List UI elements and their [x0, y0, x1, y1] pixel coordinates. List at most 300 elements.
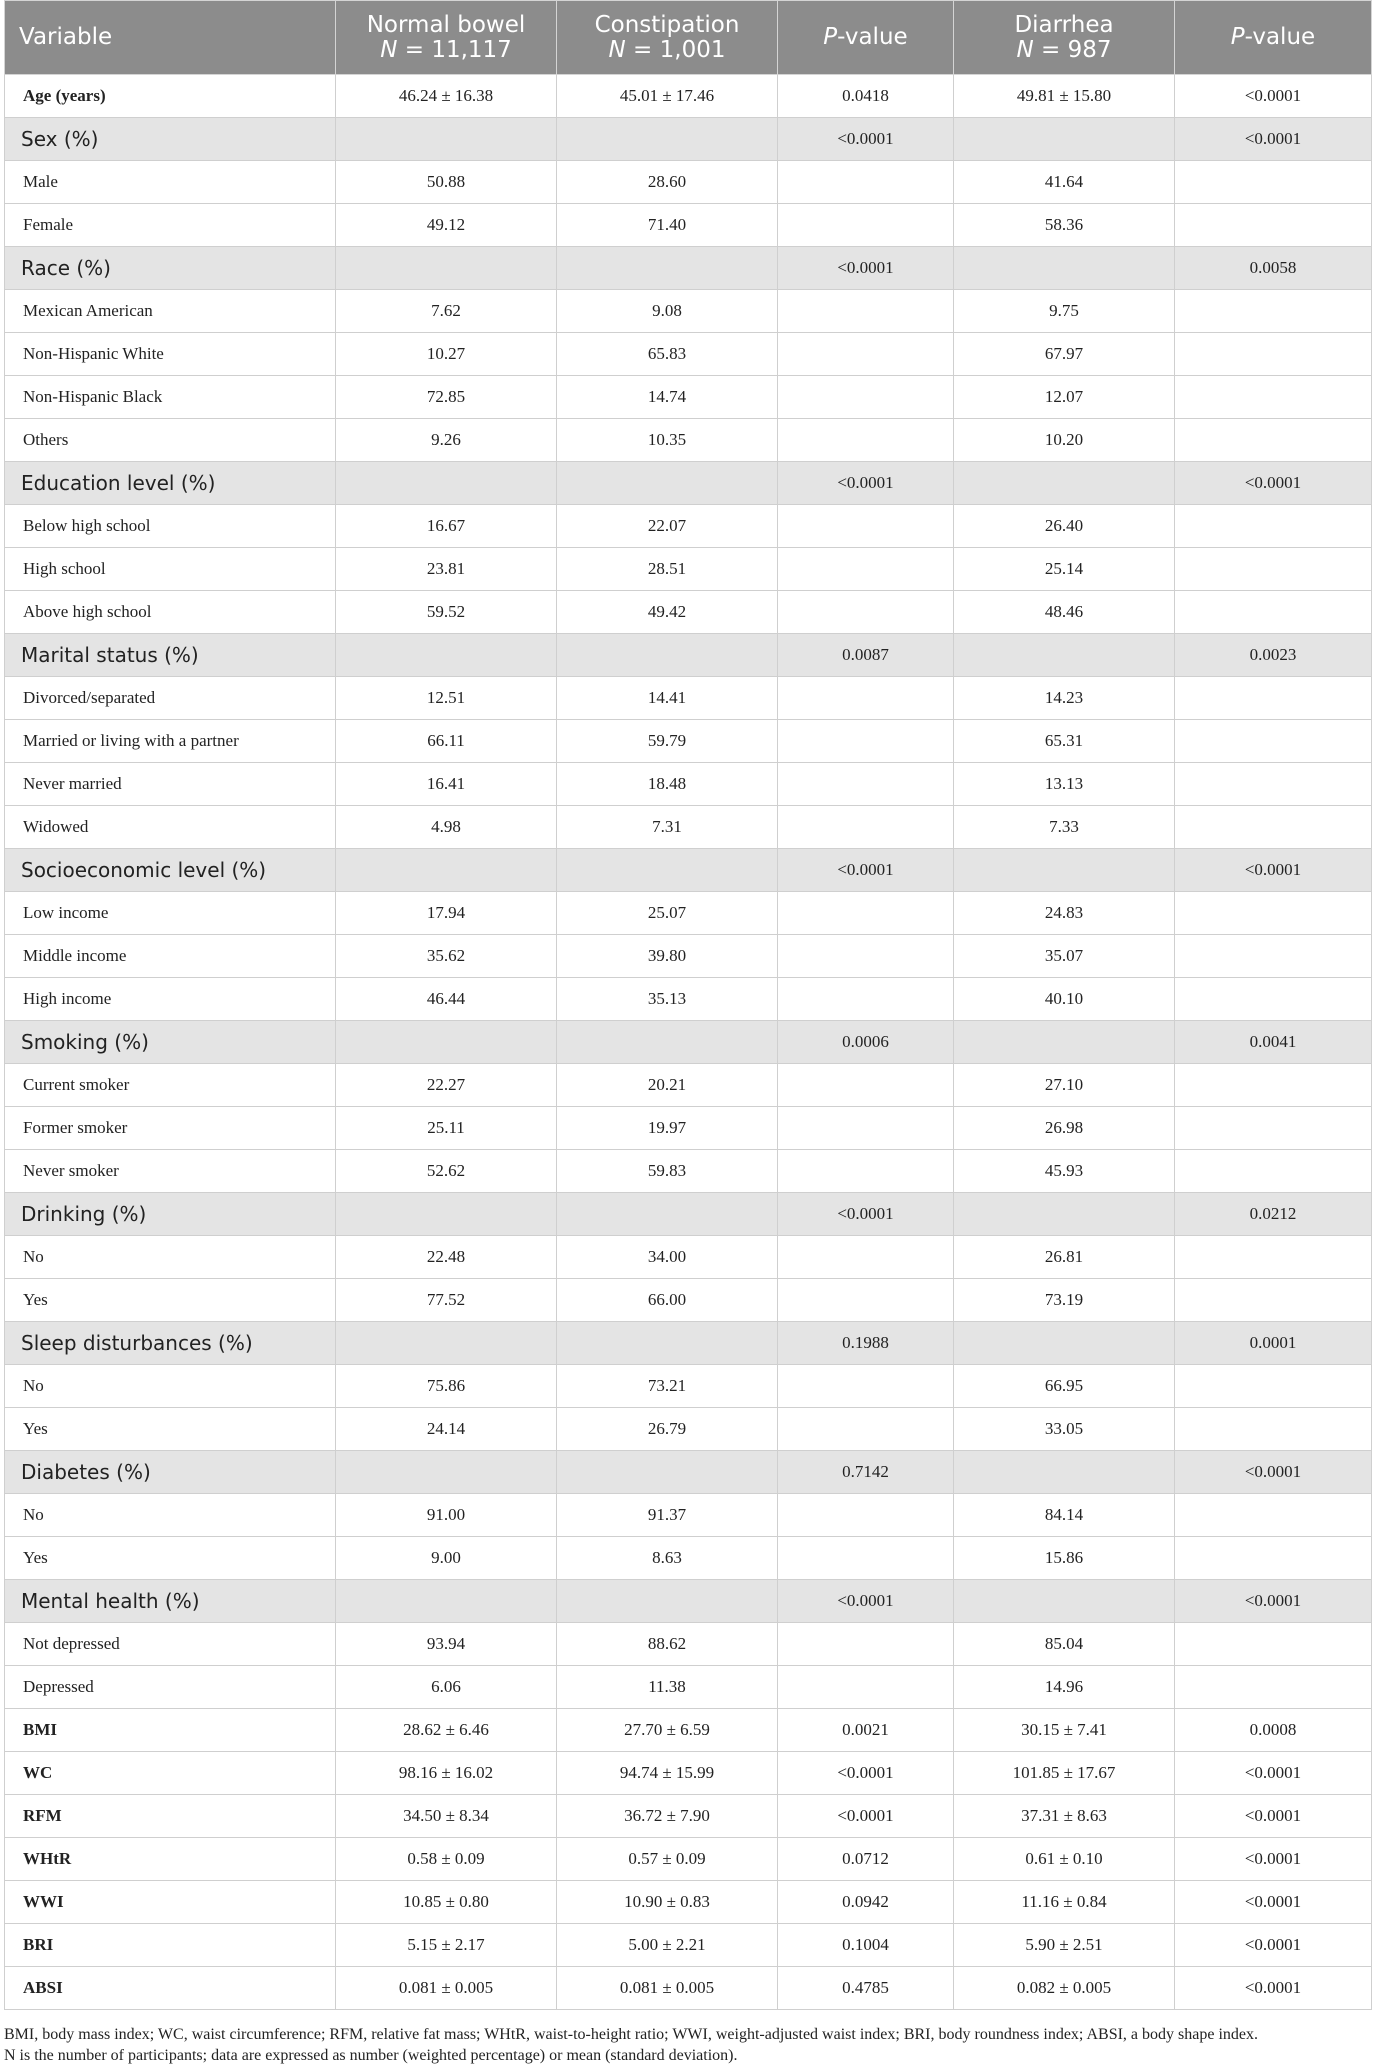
diarrhea-cell: 14.96	[954, 1666, 1175, 1709]
p-value-1-cell	[778, 376, 954, 419]
variable-cell: Race (%)	[5, 247, 336, 290]
header-constipation	[557, 1, 778, 75]
table-row	[5, 1150, 1372, 1193]
table-row	[5, 1709, 1372, 1752]
diarrhea-cell: 49.81 ± 15.80	[954, 75, 1175, 118]
p-value-2-cell	[1175, 892, 1372, 935]
p-value-2-cell: 0.0023	[1175, 634, 1372, 677]
normal-bowel-cell	[336, 1451, 557, 1494]
table-row	[5, 75, 1372, 118]
table-row	[5, 333, 1372, 376]
p-value-1-cell	[778, 505, 954, 548]
diarrhea-cell: 30.15 ± 7.41	[954, 1709, 1175, 1752]
p-value-1-cell: <0.0001	[778, 1752, 954, 1795]
constipation-cell: 35.13	[557, 978, 778, 1021]
p-value-1-cell	[778, 1064, 954, 1107]
variable-cell: Non-Hispanic White	[5, 333, 336, 376]
header-normal-n-symbol: N	[380, 36, 398, 63]
diarrhea-cell: 24.83	[954, 892, 1175, 935]
table-row	[5, 806, 1372, 849]
variable-cell: Not depressed	[5, 1623, 336, 1666]
normal-bowel-cell: 49.12	[336, 204, 557, 247]
p-value-2-cell: 0.0058	[1175, 247, 1372, 290]
diarrhea-cell	[954, 1193, 1175, 1236]
diarrhea-cell: 67.97	[954, 333, 1175, 376]
table-row	[5, 677, 1372, 720]
normal-bowel-cell: 9.26	[336, 419, 557, 462]
variable-cell: No	[5, 1365, 336, 1408]
p-value-2-cell	[1175, 1236, 1372, 1279]
p-value-1-cell	[778, 1236, 954, 1279]
table-section-row	[5, 118, 1372, 161]
variable-cell: Former smoker	[5, 1107, 336, 1150]
p-value-2-cell: <0.0001	[1175, 1451, 1372, 1494]
table-body	[5, 75, 1372, 2010]
table-row	[5, 204, 1372, 247]
p-value-2-cell: <0.0001	[1175, 849, 1372, 892]
constipation-cell: 39.80	[557, 935, 778, 978]
variable-cell: Marital status (%)	[5, 634, 336, 677]
table-section-row	[5, 1193, 1372, 1236]
diarrhea-cell: 37.31 ± 8.63	[954, 1795, 1175, 1838]
variable-cell: Diabetes (%)	[5, 1451, 336, 1494]
p-value-2-cell	[1175, 1408, 1372, 1451]
constipation-cell	[557, 118, 778, 161]
diarrhea-cell: 27.10	[954, 1064, 1175, 1107]
normal-bowel-cell: 77.52	[336, 1279, 557, 1322]
table-footnote	[4, 2024, 1371, 2066]
p-value-2-cell: <0.0001	[1175, 1881, 1372, 1924]
header-p-value-2	[1175, 1, 1372, 75]
normal-bowel-cell	[336, 1322, 557, 1365]
constipation-cell: 27.70 ± 6.59	[557, 1709, 778, 1752]
p-value-2-cell	[1175, 720, 1372, 763]
p-value-1-cell: 0.0021	[778, 1709, 954, 1752]
normal-bowel-cell	[336, 1580, 557, 1623]
constipation-cell: 11.38	[557, 1666, 778, 1709]
table-row	[5, 1752, 1372, 1795]
diarrhea-cell: 26.81	[954, 1236, 1175, 1279]
p-value-1-cell: <0.0001	[778, 462, 954, 505]
normal-bowel-cell	[336, 1021, 557, 1064]
normal-bowel-cell	[336, 118, 557, 161]
p-value-2-cell	[1175, 333, 1372, 376]
normal-bowel-cell: 25.11	[336, 1107, 557, 1150]
header-constipation-n	[565, 38, 769, 63]
constipation-cell: 25.07	[557, 892, 778, 935]
diarrhea-cell: 5.90 ± 2.51	[954, 1924, 1175, 1967]
p-value-1-cell: <0.0001	[778, 1193, 954, 1236]
normal-bowel-cell	[336, 462, 557, 505]
table-header-row	[5, 1, 1372, 75]
p-value-2-cell	[1175, 978, 1372, 1021]
constipation-cell: 14.74	[557, 376, 778, 419]
diarrhea-cell: 58.36	[954, 204, 1175, 247]
diarrhea-cell: 66.95	[954, 1365, 1175, 1408]
normal-bowel-cell: 17.94	[336, 892, 557, 935]
constipation-cell: 14.41	[557, 677, 778, 720]
variable-cell: Mental health (%)	[5, 1580, 336, 1623]
normal-bowel-cell: 0.58 ± 0.09	[336, 1838, 557, 1881]
variable-cell: Sex (%)	[5, 118, 336, 161]
header-normal-n	[344, 38, 548, 63]
normal-bowel-cell: 91.00	[336, 1494, 557, 1537]
p-value-1-cell	[778, 677, 954, 720]
diarrhea-cell: 101.85 ± 17.67	[954, 1752, 1175, 1795]
p-value-1-cell	[778, 591, 954, 634]
diarrhea-cell: 48.46	[954, 591, 1175, 634]
constipation-cell: 28.60	[557, 161, 778, 204]
p-value-1-cell: 0.0087	[778, 634, 954, 677]
p-value-1-cell	[778, 333, 954, 376]
p-value-1-cell	[778, 763, 954, 806]
p-value-2-cell	[1175, 290, 1372, 333]
diarrhea-cell: 0.61 ± 0.10	[954, 1838, 1175, 1881]
table-row	[5, 548, 1372, 591]
p-value-2-cell	[1175, 1623, 1372, 1666]
p-value-1-cell	[778, 1494, 954, 1537]
constipation-cell: 18.48	[557, 763, 778, 806]
diarrhea-cell	[954, 1451, 1175, 1494]
header-p-value-1	[778, 1, 954, 75]
normal-bowel-cell: 52.62	[336, 1150, 557, 1193]
constipation-cell: 9.08	[557, 290, 778, 333]
constipation-cell: 19.97	[557, 1107, 778, 1150]
normal-bowel-cell: 16.67	[336, 505, 557, 548]
diarrhea-cell: 35.07	[954, 935, 1175, 978]
normal-bowel-cell: 59.52	[336, 591, 557, 634]
baseline-characteristics-table	[4, 0, 1372, 2010]
constipation-cell	[557, 1193, 778, 1236]
diarrhea-cell: 12.07	[954, 376, 1175, 419]
p-value-2-cell	[1175, 376, 1372, 419]
constipation-cell: 5.00 ± 2.21	[557, 1924, 778, 1967]
p-value-1-cell	[778, 1107, 954, 1150]
header-p2-rest: -value	[1244, 24, 1316, 50]
diarrhea-cell	[954, 1580, 1175, 1623]
footnote-abbreviations: BMI, body mass index; WC, waist circumference; RFM, relative fat mass; WHtR, waist-to-height ratio; WWI, weight-adjusted waist index; BRI, body roundness index; ABSI, a body shape index.	[4, 2026, 1259, 2043]
normal-bowel-cell: 98.16 ± 16.02	[336, 1752, 557, 1795]
table-row	[5, 1494, 1372, 1537]
table-row	[5, 1623, 1372, 1666]
variable-cell: Yes	[5, 1537, 336, 1580]
header-constipation-label: Constipation	[594, 11, 740, 38]
table-row	[5, 1795, 1372, 1838]
p-value-2-cell: <0.0001	[1175, 462, 1372, 505]
diarrhea-cell	[954, 462, 1175, 505]
normal-bowel-cell: 66.11	[336, 720, 557, 763]
variable-cell: Sleep disturbances (%)	[5, 1322, 336, 1365]
normal-bowel-cell: 6.06	[336, 1666, 557, 1709]
normal-bowel-cell: 22.48	[336, 1236, 557, 1279]
diarrhea-cell: 25.14	[954, 548, 1175, 591]
constipation-cell: 91.37	[557, 1494, 778, 1537]
p-value-2-cell	[1175, 1150, 1372, 1193]
diarrhea-cell: 0.082 ± 0.005	[954, 1967, 1175, 2010]
p-value-1-cell: <0.0001	[778, 849, 954, 892]
table-row	[5, 1107, 1372, 1150]
normal-bowel-cell: 28.62 ± 6.46	[336, 1709, 557, 1752]
constipation-cell: 94.74 ± 15.99	[557, 1752, 778, 1795]
normal-bowel-cell: 75.86	[336, 1365, 557, 1408]
header-normal-n-value: = 11,117	[397, 36, 512, 63]
normal-bowel-cell	[336, 247, 557, 290]
diarrhea-cell: 41.64	[954, 161, 1175, 204]
normal-bowel-cell: 50.88	[336, 161, 557, 204]
table-row	[5, 935, 1372, 978]
variable-cell: Current smoker	[5, 1064, 336, 1107]
p-value-2-cell	[1175, 419, 1372, 462]
constipation-cell: 66.00	[557, 1279, 778, 1322]
variable-cell: Below high school	[5, 505, 336, 548]
header-diarrhea-n-symbol: N	[1016, 36, 1034, 63]
header-normal-label: Normal bowel	[366, 11, 526, 38]
table-row	[5, 1967, 1372, 2010]
table-section-row	[5, 1021, 1372, 1064]
header-constipation-n-value: = 1,001	[625, 36, 726, 63]
diarrhea-cell	[954, 1322, 1175, 1365]
diarrhea-cell: 26.40	[954, 505, 1175, 548]
table-row	[5, 591, 1372, 634]
normal-bowel-cell: 46.44	[336, 978, 557, 1021]
normal-bowel-cell: 7.62	[336, 290, 557, 333]
normal-bowel-cell: 12.51	[336, 677, 557, 720]
normal-bowel-cell: 24.14	[336, 1408, 557, 1451]
table-row	[5, 763, 1372, 806]
p-value-1-cell	[778, 935, 954, 978]
p-value-1-cell	[778, 419, 954, 462]
diarrhea-cell	[954, 118, 1175, 161]
variable-cell: BMI	[5, 1709, 336, 1752]
p-value-2-cell	[1175, 1279, 1372, 1322]
constipation-cell: 59.83	[557, 1150, 778, 1193]
p-value-2-cell	[1175, 806, 1372, 849]
variable-cell: Education level (%)	[5, 462, 336, 505]
variable-cell: Never married	[5, 763, 336, 806]
variable-cell: No	[5, 1236, 336, 1279]
header-variable: Variable	[5, 1, 336, 75]
variable-cell: Middle income	[5, 935, 336, 978]
p-value-1-cell: 0.1988	[778, 1322, 954, 1365]
diarrhea-cell: 9.75	[954, 290, 1175, 333]
p-value-1-cell: 0.4785	[778, 1967, 954, 2010]
p-value-1-cell	[778, 290, 954, 333]
table-container	[4, 0, 1371, 2010]
diarrhea-cell	[954, 849, 1175, 892]
constipation-cell: 20.21	[557, 1064, 778, 1107]
normal-bowel-cell: 35.62	[336, 935, 557, 978]
p-value-1-cell	[778, 1666, 954, 1709]
variable-cell: High school	[5, 548, 336, 591]
p-value-2-cell	[1175, 1494, 1372, 1537]
variable-cell: No	[5, 1494, 336, 1537]
constipation-cell	[557, 1021, 778, 1064]
p-value-2-cell	[1175, 505, 1372, 548]
diarrhea-cell: 84.14	[954, 1494, 1175, 1537]
constipation-cell: 36.72 ± 7.90	[557, 1795, 778, 1838]
variable-cell: Never smoker	[5, 1150, 336, 1193]
p-value-1-cell	[778, 1365, 954, 1408]
p-value-1-cell: 0.0006	[778, 1021, 954, 1064]
p-value-2-cell	[1175, 204, 1372, 247]
diarrhea-cell: 26.98	[954, 1107, 1175, 1150]
diarrhea-cell: 14.23	[954, 677, 1175, 720]
table-row	[5, 419, 1372, 462]
constipation-cell: 0.081 ± 0.005	[557, 1967, 778, 2010]
normal-bowel-cell: 9.00	[336, 1537, 557, 1580]
diarrhea-cell: 33.05	[954, 1408, 1175, 1451]
table-section-row	[5, 1322, 1372, 1365]
normal-bowel-cell: 4.98	[336, 806, 557, 849]
variable-cell: Others	[5, 419, 336, 462]
diarrhea-cell	[954, 1021, 1175, 1064]
constipation-cell: 59.79	[557, 720, 778, 763]
variable-cell: High income	[5, 978, 336, 1021]
header-diarrhea-n	[962, 38, 1166, 63]
p-value-2-cell	[1175, 763, 1372, 806]
variable-cell: WWI	[5, 1881, 336, 1924]
p-value-1-cell: <0.0001	[778, 118, 954, 161]
p-value-2-cell: <0.0001	[1175, 1752, 1372, 1795]
variable-cell: Married or living with a partner	[5, 720, 336, 763]
table-section-row	[5, 1580, 1372, 1623]
variable-cell: Yes	[5, 1279, 336, 1322]
diarrhea-cell: 73.19	[954, 1279, 1175, 1322]
p-value-1-cell: <0.0001	[778, 1580, 954, 1623]
constipation-cell	[557, 1580, 778, 1623]
variable-cell: RFM	[5, 1795, 336, 1838]
table-row	[5, 1279, 1372, 1322]
diarrhea-cell: 45.93	[954, 1150, 1175, 1193]
variable-cell: Divorced/separated	[5, 677, 336, 720]
p-value-2-cell	[1175, 161, 1372, 204]
header-normal-bowel	[336, 1, 557, 75]
table-row	[5, 1881, 1372, 1924]
normal-bowel-cell: 10.85 ± 0.80	[336, 1881, 557, 1924]
p-value-2-cell: <0.0001	[1175, 1967, 1372, 2010]
variable-cell: Female	[5, 204, 336, 247]
normal-bowel-cell	[336, 849, 557, 892]
p-value-2-cell	[1175, 1064, 1372, 1107]
p-value-1-cell: <0.0001	[778, 247, 954, 290]
p-value-1-cell: 0.1004	[778, 1924, 954, 1967]
variable-cell: Non-Hispanic Black	[5, 376, 336, 419]
normal-bowel-cell	[336, 1193, 557, 1236]
header-p2-symbol: P	[1230, 24, 1245, 50]
p-value-1-cell: 0.0942	[778, 1881, 954, 1924]
table-section-row	[5, 1451, 1372, 1494]
footnote-notes: N is the number of participants; data are expressed as number (weighted percentage) or mean (standard deviation).	[4, 2047, 738, 2064]
diarrhea-cell	[954, 634, 1175, 677]
normal-bowel-cell: 16.41	[336, 763, 557, 806]
table-row	[5, 161, 1372, 204]
table-row	[5, 505, 1372, 548]
p-value-2-cell: <0.0001	[1175, 1795, 1372, 1838]
constipation-cell	[557, 634, 778, 677]
constipation-cell	[557, 1322, 778, 1365]
p-value-1-cell	[778, 720, 954, 763]
variable-cell: Low income	[5, 892, 336, 935]
normal-bowel-cell: 5.15 ± 2.17	[336, 1924, 557, 1967]
table-row	[5, 290, 1372, 333]
normal-bowel-cell: 10.27	[336, 333, 557, 376]
p-value-1-cell	[778, 1279, 954, 1322]
table-row	[5, 1408, 1372, 1451]
variable-cell: Widowed	[5, 806, 336, 849]
p-value-1-cell	[778, 892, 954, 935]
table-row	[5, 1537, 1372, 1580]
table-section-row	[5, 247, 1372, 290]
normal-bowel-cell: 34.50 ± 8.34	[336, 1795, 557, 1838]
constipation-cell: 45.01 ± 17.46	[557, 75, 778, 118]
constipation-cell: 10.90 ± 0.83	[557, 1881, 778, 1924]
p-value-1-cell: <0.0001	[778, 1795, 954, 1838]
normal-bowel-cell: 0.081 ± 0.005	[336, 1967, 557, 2010]
p-value-2-cell	[1175, 1365, 1372, 1408]
table-row	[5, 1236, 1372, 1279]
p-value-2-cell: <0.0001	[1175, 75, 1372, 118]
p-value-1-cell	[778, 161, 954, 204]
p-value-1-cell	[778, 1537, 954, 1580]
constipation-cell: 7.31	[557, 806, 778, 849]
variable-cell: Mexican American	[5, 290, 336, 333]
p-value-2-cell	[1175, 1666, 1372, 1709]
variable-cell: Drinking (%)	[5, 1193, 336, 1236]
diarrhea-cell: 7.33	[954, 806, 1175, 849]
normal-bowel-cell: 72.85	[336, 376, 557, 419]
variable-cell: Socioeconomic level (%)	[5, 849, 336, 892]
table-row	[5, 1666, 1372, 1709]
constipation-cell: 28.51	[557, 548, 778, 591]
constipation-cell: 34.00	[557, 1236, 778, 1279]
p-value-2-cell: <0.0001	[1175, 1838, 1372, 1881]
p-value-2-cell: 0.0008	[1175, 1709, 1372, 1752]
p-value-2-cell	[1175, 1107, 1372, 1150]
table-row	[5, 892, 1372, 935]
normal-bowel-cell: 46.24 ± 16.38	[336, 75, 557, 118]
table-row	[5, 978, 1372, 1021]
diarrhea-cell: 40.10	[954, 978, 1175, 1021]
header-p1-rest: -value	[837, 24, 908, 50]
constipation-cell: 49.42	[557, 591, 778, 634]
variable-cell: Yes	[5, 1408, 336, 1451]
header-p1-symbol: P	[823, 24, 838, 50]
p-value-2-cell: <0.0001	[1175, 1924, 1372, 1967]
header-diarrhea-n-value: = 987	[1033, 36, 1112, 63]
p-value-1-cell	[778, 1408, 954, 1451]
p-value-1-cell: 0.0712	[778, 1838, 954, 1881]
p-value-2-cell: 0.0212	[1175, 1193, 1372, 1236]
constipation-cell: 88.62	[557, 1623, 778, 1666]
constipation-cell: 22.07	[557, 505, 778, 548]
diarrhea-cell: 10.20	[954, 419, 1175, 462]
diarrhea-cell: 13.13	[954, 763, 1175, 806]
variable-cell: Male	[5, 161, 336, 204]
diarrhea-cell: 15.86	[954, 1537, 1175, 1580]
p-value-1-cell: 0.0418	[778, 75, 954, 118]
p-value-1-cell	[778, 204, 954, 247]
constipation-cell	[557, 849, 778, 892]
variable-cell: WHtR	[5, 1838, 336, 1881]
variable-cell: Smoking (%)	[5, 1021, 336, 1064]
table-section-row	[5, 634, 1372, 677]
normal-bowel-cell: 23.81	[336, 548, 557, 591]
variable-cell: Age (years)	[5, 75, 336, 118]
header-diarrhea	[954, 1, 1175, 75]
table-row	[5, 1838, 1372, 1881]
constipation-cell: 10.35	[557, 419, 778, 462]
constipation-cell: 65.83	[557, 333, 778, 376]
